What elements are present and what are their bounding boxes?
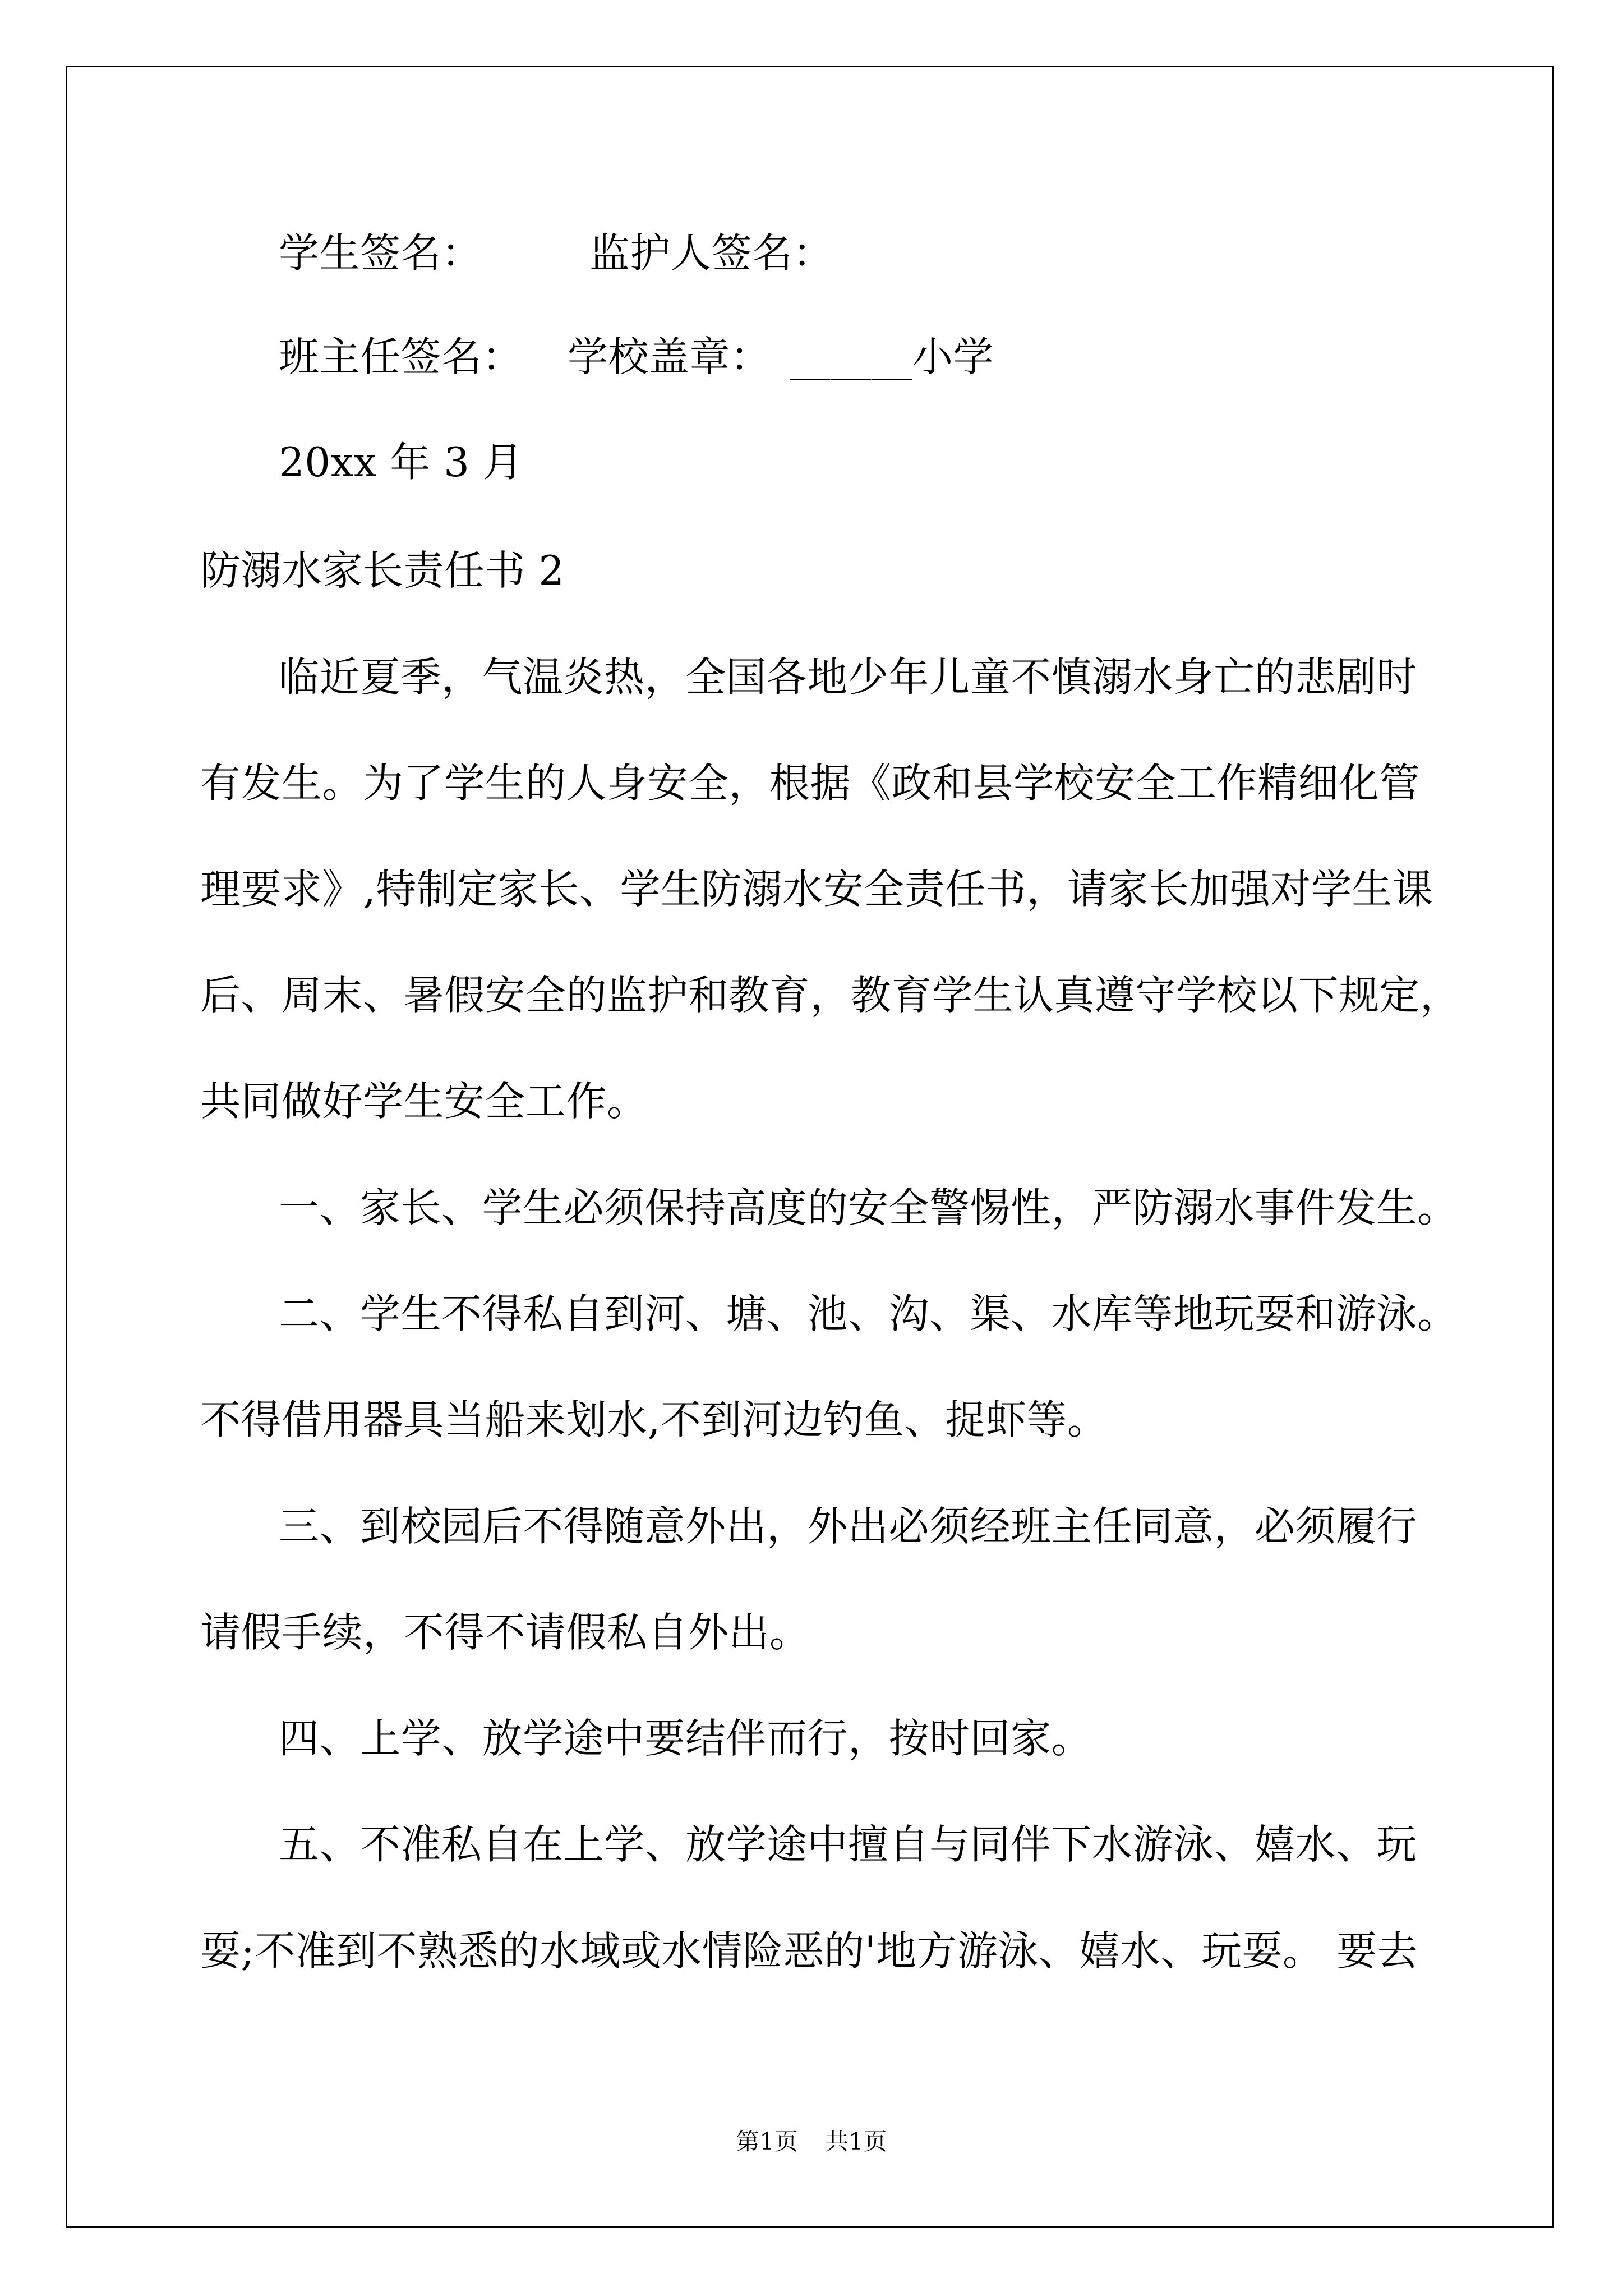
body-line: 四、上学、放学途中要结伴而行，按时回家。 bbox=[279, 1715, 1092, 1762]
body-line: 二、学生不得私自到河、塘、池、沟、渠、水库等地玩耍和游泳。 bbox=[279, 1290, 1458, 1337]
school-seal-label: 学校盖章： bbox=[568, 333, 771, 380]
page-number: 第1页 bbox=[736, 2128, 798, 2155]
body-line: 三、到校园后不得随意外出，外出必须经班主任同意，必须履行 bbox=[279, 1503, 1418, 1550]
body-line: 不得借用器具当船来划水,不到河边钓鱼、捉虾等。 bbox=[200, 1396, 1108, 1443]
body-line: 五、不准私自在上学、放学途中擅自与同伴下水游泳、嬉水、玩 bbox=[279, 1821, 1418, 1868]
page-footer bbox=[0, 2129, 1623, 2154]
body-line: 共同做好学生安全工作。 bbox=[200, 1078, 648, 1125]
guardian-signature-label: 监护人签名： bbox=[589, 229, 834, 277]
document-date: 20xx 年 3 月 bbox=[279, 439, 524, 486]
body-line: 有发生。为了学生的人身安全，根据《政和县学校安全工作精细化管 bbox=[200, 760, 1421, 807]
school-name-blank: ______小学 bbox=[790, 333, 994, 380]
body-line: 临近夏季，气温炎热，全国各地少年儿童不慎溺水身亡的悲剧时 bbox=[279, 654, 1418, 701]
page-border bbox=[66, 66, 1554, 2228]
body-line: 请假手续，不得不请假私自外出。 bbox=[200, 1609, 810, 1656]
body-line: 理要求》,特制定家长、学生防溺水安全责任书，请家长加强对学生课 bbox=[200, 866, 1433, 913]
section-title: 防溺水家长责任书 2 bbox=[200, 547, 565, 594]
body-line: 一、家长、学生必须保持高度的安全警惕性，严防溺水事件发生。 bbox=[279, 1184, 1458, 1231]
head-teacher-signature-label: 班主任签名： bbox=[279, 333, 523, 380]
body-line: 后、周末、暑假安全的监护和教育，教育学生认真遵守学校以下规定， bbox=[200, 972, 1461, 1019]
body-line: 耍;不准到不熟悉的水域或水情险恶的'地方游泳、嬉水、玩耍。 要去 bbox=[200, 1927, 1418, 1975]
page-total: 共1页 bbox=[825, 2128, 887, 2155]
student-signature-label: 学生签名： bbox=[279, 229, 482, 277]
